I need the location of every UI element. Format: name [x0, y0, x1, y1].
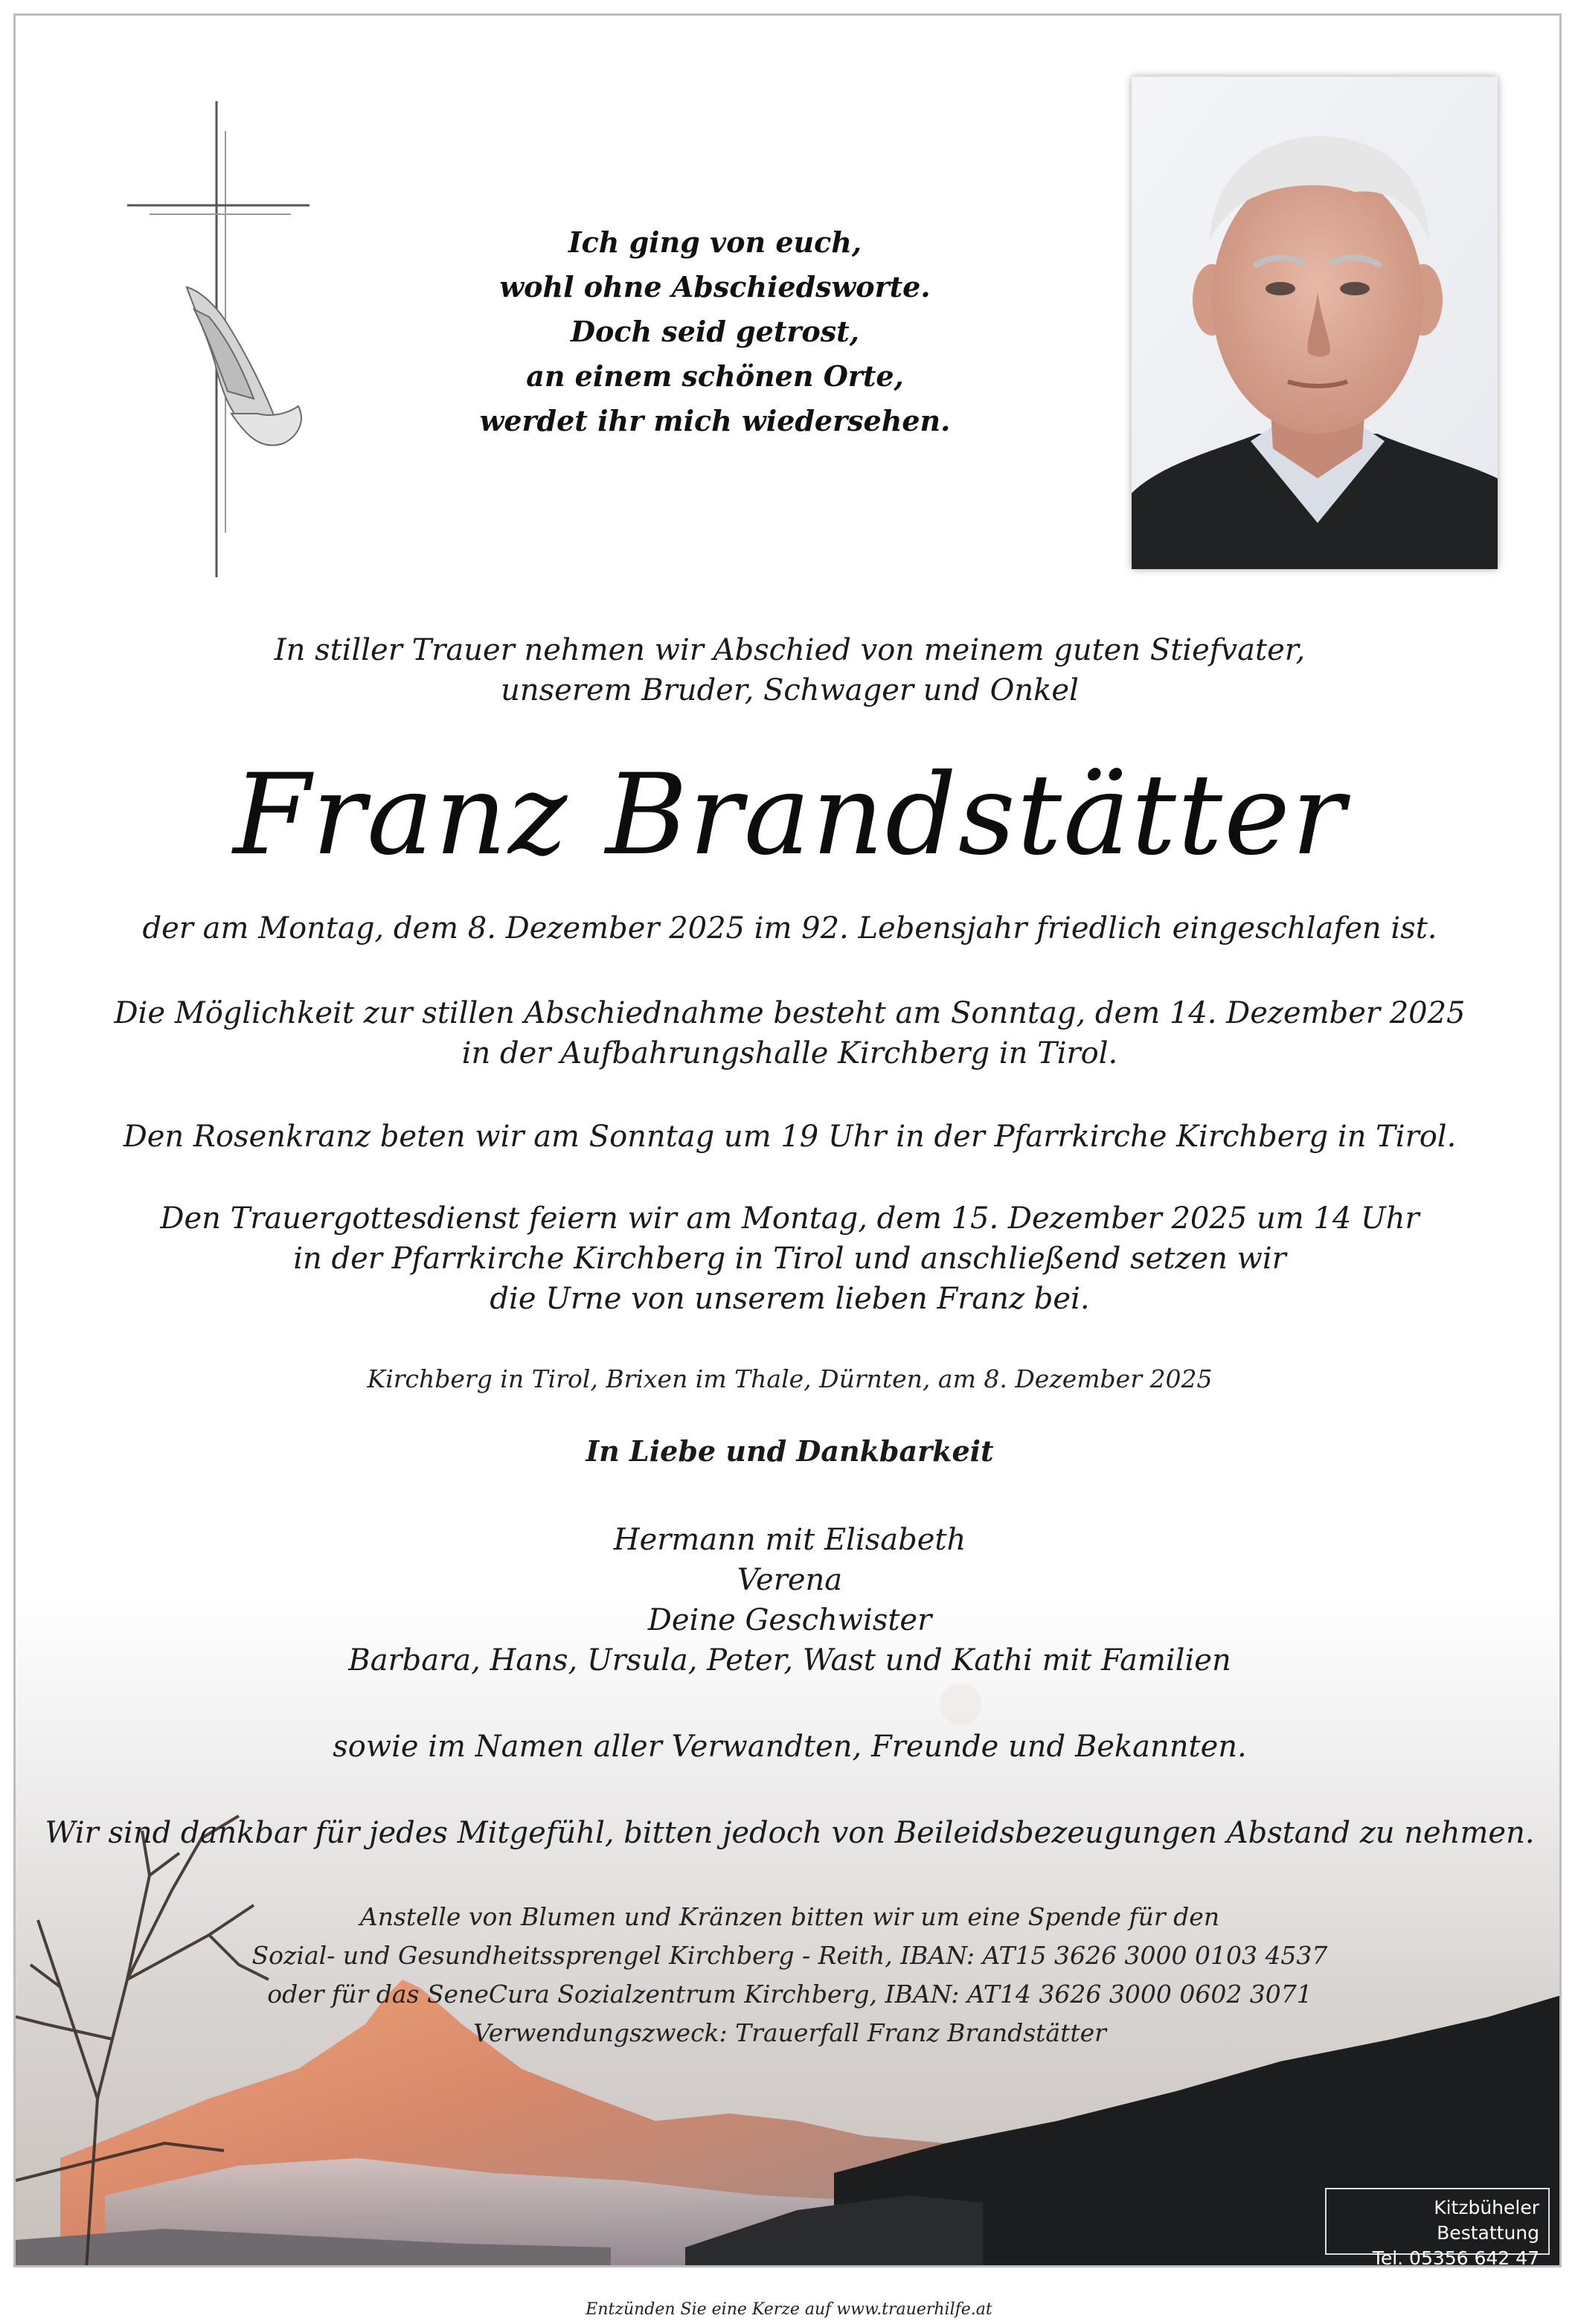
funeral-home-phone: Tel. 05356 642 47 — [1372, 2247, 1539, 2267]
donation-line: oder für das SeneCura Sozialzentrum Kirchberg, IBAN: AT14 3626 3000 0602 3071 — [267, 1980, 1312, 2009]
poem-line: werdet ihr mich wiedersehen. — [479, 404, 951, 437]
intro-text — [16, 630, 1562, 710]
family-line: Barbara, Hans, Ursula, Peter, Wast und Kathi mit Familien — [348, 1643, 1231, 1678]
viewing-line: Die Möglichkeit zur stillen Abschiednahme besteht am Sonntag, dem 14. Dezember 2025 — [114, 996, 1466, 1030]
place-date: Kirchberg in Tirol, Brixen im Thale, Dürnten, am 8. Dezember 2025 — [367, 1364, 1213, 1393]
parte-frame — [13, 13, 1562, 2267]
funeral-mass-info — [16, 1198, 1562, 1319]
donation-info — [16, 1898, 1562, 2052]
deceased-name: Franz Brandstätter — [233, 751, 1347, 880]
relatives-line: sowie im Namen aller Verwandten, Freunde und Bekannten. — [333, 1730, 1247, 1764]
poem-line: an einem schönen Orte, — [526, 359, 904, 393]
poem-line: Doch seid getrost, — [571, 315, 859, 348]
footer-link[interactable]: Entzünden Sie eine Kerze auf www.trauerhilfe.at — [586, 2300, 992, 2319]
family-line: Hermann mit Elisabeth — [613, 1523, 966, 1557]
cross-with-praying-hands-icon — [105, 86, 328, 592]
condolence-request: Wir sind dankbar für jedes Mitgefühl, bitten jedoch von Beileidsbezeugungen Abstand zu nehmen. — [45, 1816, 1535, 1850]
family-list — [16, 1520, 1562, 1681]
rosary-info: Den Rosenkranz beten wir am Sonntag um 19 Uhr in der Pfarrkirche Kirchberg in Tirol. — [123, 1120, 1457, 1154]
funeral-home-logo — [1325, 2188, 1550, 2267]
intro-line: In stiller Trauer nehmen wir Abschied von meinem guten Stiefvater, — [274, 633, 1306, 667]
intro-line: unserem Bruder, Schwager und Onkel — [501, 673, 1079, 707]
death-notice: der am Montag, dem 8. Dezember 2025 im 92. Lebensjahr friedlich eingeschlafen ist. — [142, 911, 1437, 946]
donation-line: Verwendungszweck: Trauerfall Franz Brandstätter — [473, 2018, 1106, 2047]
poem — [402, 220, 1027, 443]
family-line: Deine Geschwister — [647, 1603, 932, 1637]
mass-line: in der Pfarrkirche Kirchberg in Tirol und anschließend setzen wir — [293, 1242, 1286, 1276]
thanks-heading: In Liebe und Dankbarkeit — [586, 1434, 994, 1468]
viewing-line: in der Aufbahrungshalle Kirchberg in Tirol. — [461, 1036, 1118, 1070]
family-line: Verena — [737, 1563, 843, 1597]
portrait-photo — [1132, 77, 1498, 569]
viewing-info — [16, 993, 1562, 1073]
mass-line: die Urne von unserem lieben Franz bei. — [490, 1282, 1090, 1316]
poem-line: wohl ohne Abschiedsworte. — [499, 270, 931, 304]
donation-line: Anstelle von Blumen und Kränzen bitten wir um eine Spende für den — [359, 1902, 1220, 1931]
mass-line: Den Trauergottesdienst feiern wir am Montag, dem 15. Dezember 2025 um 14 Uhr — [160, 1201, 1420, 1236]
poem-line: Ich ging von euch, — [568, 225, 862, 259]
funeral-home-name: Kitzbüheler Bestattung — [1434, 2197, 1539, 2244]
donation-line: Sozial- und Gesundheitssprengel Kirchberg - Reith, IBAN: AT15 3626 3000 0103 4537 — [251, 1941, 1328, 1970]
